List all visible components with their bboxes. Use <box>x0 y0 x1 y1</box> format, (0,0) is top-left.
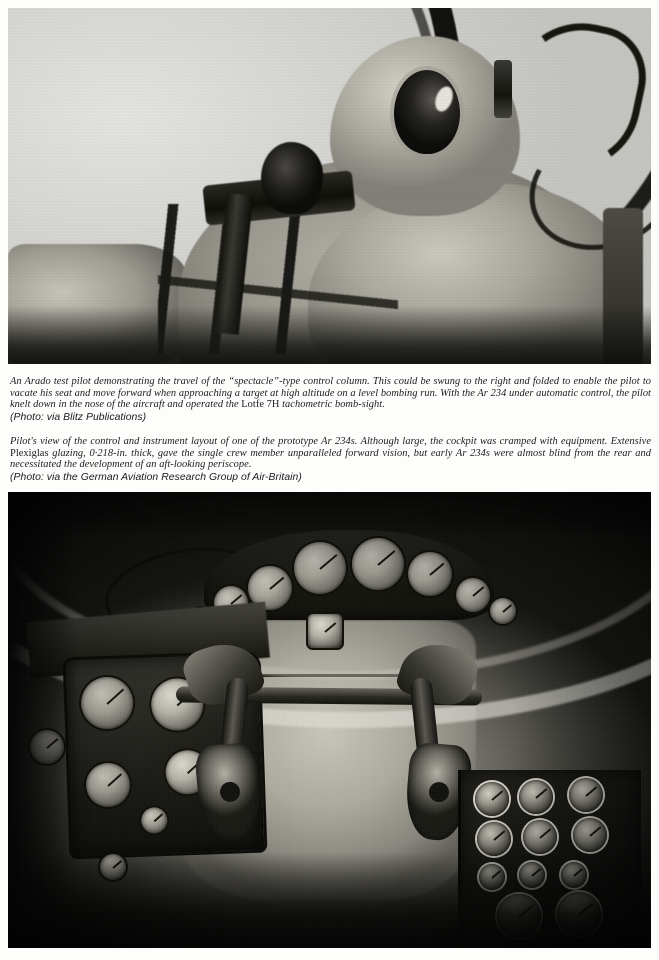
caption-bottom-credit <box>10 472 651 484</box>
credit-suffix: ) <box>298 471 302 483</box>
engine-gauge-dial <box>569 778 603 812</box>
photo-bottom-shadow <box>8 306 651 364</box>
instrument-dial <box>141 807 168 834</box>
engine-gauge-dial <box>475 782 509 816</box>
instrument-dial <box>490 598 516 624</box>
figure-cockpit-instrument-layout <box>8 492 651 948</box>
caption-bottom-text-part-1: Pilot's view of the control and instrument layout of one of the prototype Ar 234s. Although large, the cockpit was cramped with equipment. Extensive <box>10 436 651 447</box>
engine-gauge-dial <box>477 822 511 856</box>
instrument-dial <box>456 578 490 612</box>
credit-publication: Air-Britain <box>252 471 299 483</box>
caption-bottom-text-part-2: glazing, 0·218-in. thick, gave the single crew member unparalleled forward vision, but early Ar 234s were almost blind from the rear and necessitated the development of an aft-looking periscope. <box>10 447 651 471</box>
caption-top <box>10 376 651 423</box>
artificial-horizon-dial <box>308 614 342 648</box>
pilot-gloved-hand <box>261 142 323 214</box>
engine-gauge-dial <box>573 818 607 852</box>
instrument-dial <box>294 542 346 594</box>
instrument-dial <box>85 762 131 808</box>
cockpit-floor-shadow <box>8 852 651 948</box>
caption-bottom <box>10 436 651 483</box>
caption-top-text <box>10 376 651 411</box>
instrument-dial <box>352 538 404 590</box>
caption-top-text-part-2: tachometric bomb-sight. <box>279 399 385 411</box>
caption-top-text-part-1: An Arado test pilot demonstrating the travel of the “spectacle”-type control column. This could be swung to the right and folded to enable the pilot to vacate his seat and move forward when approaching a target at high altitude on a level bombing run. With the Ar 234 under automatic control, the pilot knelt down in the nose of the aircraft and operated the <box>10 376 651 411</box>
instrument-dial <box>408 552 452 596</box>
engine-gauge-dial <box>523 820 557 854</box>
caption-top-credit: (Photo: via Blitz Publications) <box>10 411 147 423</box>
pilot-oxygen-mask <box>394 70 460 154</box>
pedal-hole <box>219 781 241 803</box>
pedal-hole <box>428 781 450 803</box>
engine-gauge-dial <box>519 780 553 814</box>
credit-prefix: (Photo: via the German Aviation Research Group of <box>10 471 253 483</box>
caption-top-upright-term: Lotfe 7H <box>241 399 280 411</box>
caption-bottom-text <box>10 436 651 471</box>
caption-bottom-upright-term: Plexiglas <box>10 447 49 459</box>
instrument-dial <box>80 676 134 730</box>
figure-pilot-control-column <box>8 8 651 364</box>
